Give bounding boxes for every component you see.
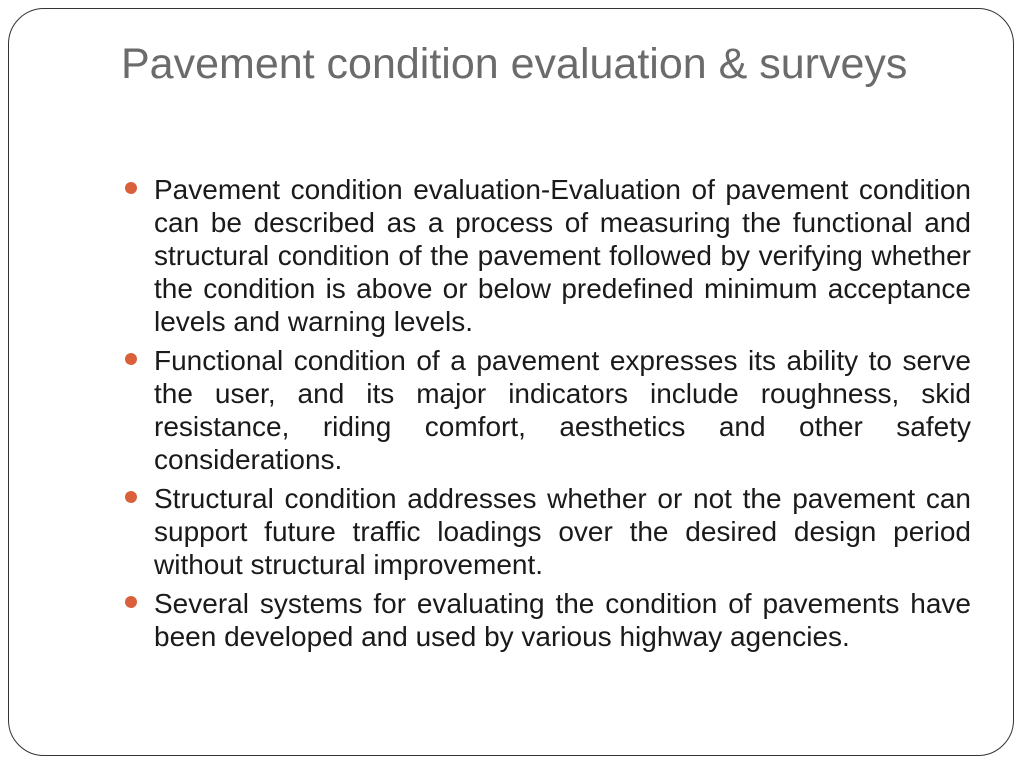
bullet-item	[119, 173, 971, 338]
bullet-dot-icon	[125, 491, 137, 503]
bullet-item	[119, 587, 971, 653]
slide-frame	[8, 8, 1014, 756]
bullet-dot-icon	[125, 353, 137, 365]
bullet-text: Pavement condition evaluation-Evaluation of pavement condition can be described as a process of measuring the functional and structural condition of the pavement followed by verifying whether the condition is above or below predefined minimum acceptance levels and warning levels.	[154, 174, 971, 337]
bullet-dot-icon	[125, 182, 137, 194]
bullet-list	[119, 173, 971, 659]
bullet-item	[119, 344, 971, 476]
bullet-dot-icon	[125, 596, 137, 608]
bullet-text: Structural condition addresses whether or not the pavement can support future traffic loadings over the desired design period without structural improvement.	[154, 483, 971, 580]
slide-title: Pavement condition evaluation & surveys	[121, 40, 908, 88]
bullet-text: Several systems for evaluating the condition of pavements have been developed and used by various highway agencies.	[154, 588, 971, 652]
bullet-item	[119, 482, 971, 581]
bullet-text: Functional condition of a pavement expresses its ability to serve the user, and its major indicators include roughness, skid resistance, riding comfort, aesthetics and other safety considerations.	[154, 345, 971, 475]
